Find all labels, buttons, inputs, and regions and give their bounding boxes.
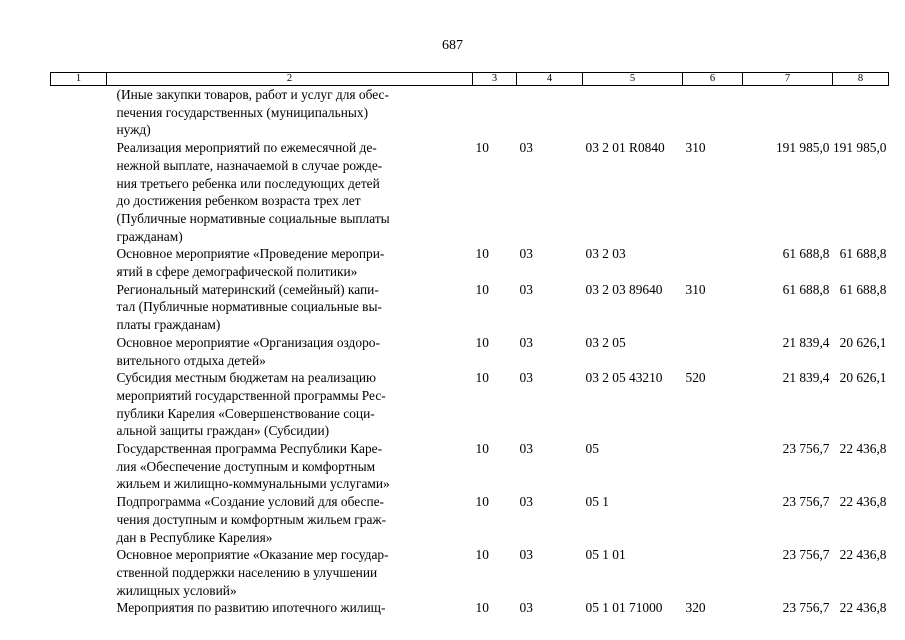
item-name: Реализация мероприятий по ежемесячной де- нежной выплате, назначаемой в случае рожде- ния третьего ребенка или последующих детей до достижения ребенком возраста трех лет (Публичные нормативные социальные выплаты гражданам) bbox=[116, 140, 390, 244]
amount-year-1: 21 839,4 bbox=[782, 334, 830, 350]
target-article-code: 03 2 05 bbox=[585, 334, 626, 350]
amount-year-2: 22 436,8 bbox=[839, 494, 887, 510]
amount-year-2: 61 688,8 bbox=[839, 281, 887, 297]
table-row bbox=[51, 281, 889, 334]
amount-year-2: 22 436,8 bbox=[839, 547, 887, 563]
table-row bbox=[51, 369, 889, 440]
amount-year-1: 191 985,0 bbox=[775, 140, 830, 156]
empty-cell bbox=[51, 599, 107, 617]
amount-year-2: 22 436,8 bbox=[839, 600, 887, 616]
subsection-code: 03 bbox=[519, 441, 533, 457]
expense-type-code bbox=[683, 546, 743, 599]
subsection-code: 03 bbox=[519, 600, 533, 616]
target-article-code: 03 2 05 43210 bbox=[585, 370, 663, 386]
item-name: Основное мероприятие «Оказание мер государ- ственной поддержки населению в улучшении жилищных условий» bbox=[116, 547, 389, 598]
amount-year-2: 20 626,1 bbox=[839, 370, 887, 386]
amount-year-1 bbox=[743, 86, 833, 140]
item-name: Основное мероприятие «Организация оздоро- вительного отдыха детей» bbox=[116, 334, 380, 368]
column-header: 4 bbox=[517, 73, 583, 86]
table-row bbox=[51, 245, 889, 280]
empty-cell bbox=[51, 334, 107, 369]
subsection-code: 03 bbox=[519, 246, 533, 262]
subsection-code: 03 bbox=[519, 370, 533, 386]
item-name: Мероприятия по развитию ипотечного жилищ- bbox=[116, 600, 386, 616]
section-code bbox=[473, 86, 517, 140]
section-code: 10 bbox=[475, 600, 489, 616]
amount-year-1: 23 756,7 bbox=[782, 547, 830, 563]
column-header: 8 bbox=[833, 73, 889, 86]
target-article-code: 03 2 01 R0840 bbox=[585, 140, 665, 156]
empty-cell bbox=[51, 139, 107, 245]
subsection-code: 03 bbox=[519, 281, 533, 297]
amount-year-1: 21 839,4 bbox=[782, 370, 830, 386]
section-code: 10 bbox=[475, 494, 489, 510]
empty-cell bbox=[51, 281, 107, 334]
target-article-code: 05 1 01 bbox=[585, 547, 626, 563]
amount-year-2: 20 626,1 bbox=[839, 334, 887, 350]
empty-cell bbox=[51, 440, 107, 493]
section-code: 10 bbox=[475, 334, 489, 350]
column-header: 3 bbox=[473, 73, 517, 86]
item-name: Региональный материнский (семейный) капи- тал (Публичные нормативные социальные вы- платы гражданам) bbox=[116, 281, 382, 333]
item-name: Подпрограмма «Создание условий для обеспе- чения доступным и комфортным жильем граж- дан в Республике Карелия» bbox=[116, 494, 387, 545]
amount-year-2: 191 985,0 bbox=[832, 140, 887, 156]
section-code: 10 bbox=[475, 281, 489, 297]
column-header: 7 bbox=[743, 73, 833, 86]
amount-year-1: 23 756,7 bbox=[782, 600, 830, 616]
expense-type-code bbox=[683, 334, 743, 369]
column-header: 1 bbox=[51, 73, 107, 86]
table-row bbox=[51, 599, 889, 617]
empty-cell bbox=[51, 86, 107, 140]
amount-year-1: 61 688,8 bbox=[782, 246, 830, 262]
empty-cell bbox=[51, 493, 107, 546]
subsection-code: 03 bbox=[519, 547, 533, 563]
expense-type-code: 520 bbox=[685, 370, 706, 386]
amount-year-1: 61 688,8 bbox=[782, 281, 830, 297]
section-code: 10 bbox=[475, 547, 489, 563]
item-name: Государственная программа Республики Каре- лия «Обеспечение доступным и комфортным жильем и жилищно-коммунальными услугами» bbox=[116, 441, 390, 492]
empty-cell bbox=[51, 245, 107, 280]
amount-year-1: 23 756,7 bbox=[782, 494, 830, 510]
table-row bbox=[51, 546, 889, 599]
section-code: 10 bbox=[475, 370, 489, 386]
target-article-code bbox=[583, 86, 683, 140]
empty-cell bbox=[51, 369, 107, 440]
table-row bbox=[51, 139, 889, 245]
amount-year-2 bbox=[833, 86, 889, 140]
table-row bbox=[51, 440, 889, 493]
column-header: 2 bbox=[107, 73, 473, 86]
subsection-code bbox=[517, 86, 583, 140]
expense-type-code: 310 bbox=[685, 140, 706, 156]
target-article-code: 03 2 03 89640 bbox=[585, 281, 663, 297]
expense-type-code: 320 bbox=[685, 600, 706, 616]
section-code: 10 bbox=[475, 441, 489, 457]
table-row bbox=[51, 86, 889, 140]
table-row bbox=[51, 493, 889, 546]
budget-table bbox=[50, 72, 889, 617]
amount-year-2: 61 688,8 bbox=[839, 246, 887, 262]
amount-year-2: 22 436,8 bbox=[839, 441, 887, 457]
amount-year-1: 23 756,7 bbox=[782, 441, 830, 457]
subsection-code: 03 bbox=[519, 494, 533, 510]
subsection-code: 03 bbox=[519, 140, 533, 156]
subsection-code: 03 bbox=[519, 334, 533, 350]
expense-type-code: 310 bbox=[685, 281, 706, 297]
table-row bbox=[51, 334, 889, 369]
item-name: Субсидия местным бюджетам на реализацию мероприятий государственной программы Рес- публики Карелия «Совершенствование соци- альной защиты граждан» (Субсидии) bbox=[116, 370, 386, 439]
expense-type-code bbox=[683, 86, 743, 140]
table-header-row bbox=[51, 73, 889, 86]
expense-type-code bbox=[683, 440, 743, 493]
column-header: 6 bbox=[683, 73, 743, 86]
item-name: Основное мероприятие «Проведение меропри- ятий в сфере демографической политики» bbox=[116, 246, 385, 280]
item-name: (Иные закупки товаров, работ и услуг для обес- печения государственных (муниципальных) нужд) bbox=[116, 87, 389, 138]
target-article-code: 05 bbox=[585, 441, 599, 457]
page-number: 687 bbox=[442, 38, 463, 53]
expense-type-code bbox=[683, 245, 743, 280]
section-code: 10 bbox=[475, 246, 489, 262]
target-article-code: 03 2 03 bbox=[585, 246, 626, 262]
section-code: 10 bbox=[475, 140, 489, 156]
target-article-code: 05 1 bbox=[585, 494, 609, 510]
empty-cell bbox=[51, 546, 107, 599]
column-header: 5 bbox=[583, 73, 683, 86]
target-article-code: 05 1 01 71000 bbox=[585, 600, 663, 616]
expense-type-code bbox=[683, 493, 743, 546]
